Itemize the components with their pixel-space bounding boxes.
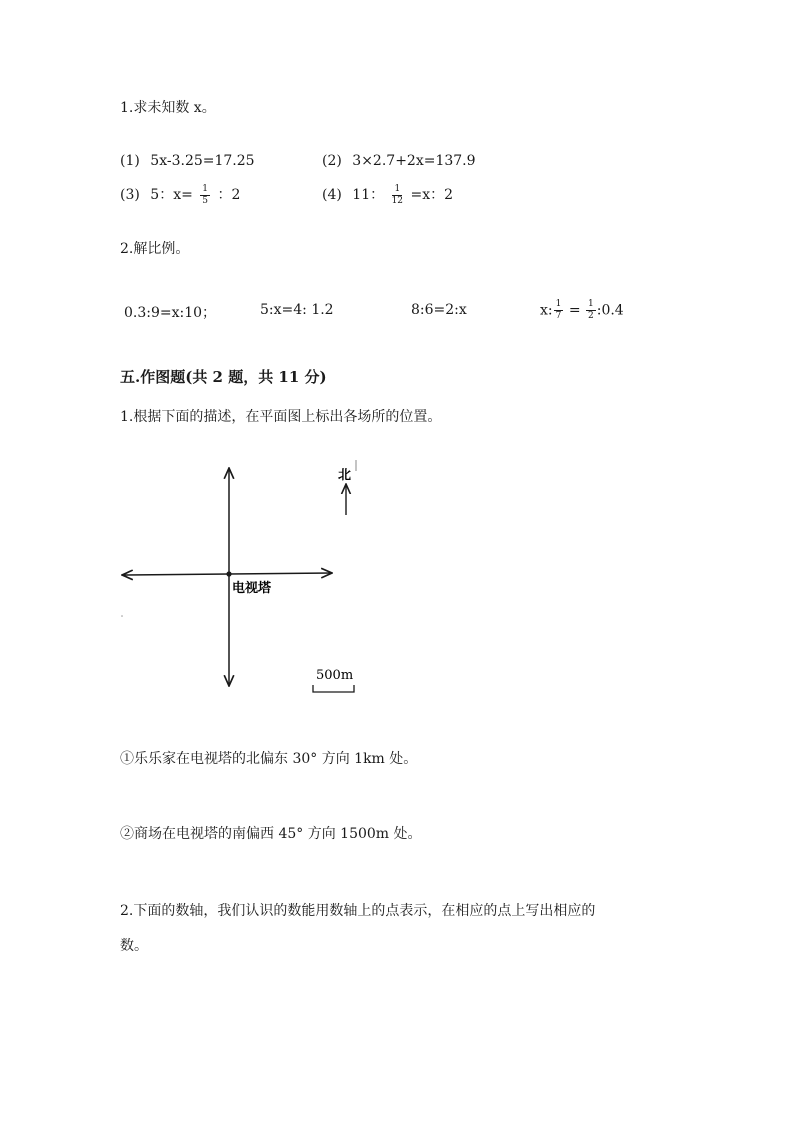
denominator: 7 (555, 311, 562, 321)
scale-label: 500m (316, 668, 354, 683)
s5-q1-title: 1.根据下面的描述，在平面图上标出各场所的位置。 (120, 409, 442, 425)
numerator: 1 (555, 299, 562, 309)
equation-part: :0.4 (596, 302, 624, 319)
s5-q1-item-2: ②商场在电视塔的南偏西 45° 方向 1500m 处。 (120, 826, 422, 842)
section-heading: 五.作图题(共 2 题，共 11 分) (120, 368, 327, 386)
item-label: (1) (120, 153, 140, 169)
equation-part: ：2 (217, 187, 241, 203)
q2-item-3: 8:6=2:x (411, 302, 467, 318)
numerator: 1 (202, 183, 209, 194)
numerator: 1 (394, 183, 401, 194)
q2-item-2: 5:x=4: 1.2 (260, 302, 334, 318)
item-label: (4) (322, 187, 342, 203)
item-label: (3) (120, 187, 140, 203)
denominator: 2 (588, 311, 594, 321)
equation-part: 11： (352, 187, 385, 203)
equation-part: 5：x= (150, 187, 193, 203)
equation-part: = (568, 302, 581, 319)
tv-tower-point (226, 571, 231, 576)
equation: 3×2.7+2x=137.9 (352, 153, 476, 169)
numerator: 1 (588, 299, 594, 309)
equation-part: x: (540, 302, 553, 319)
equation-part: =x：2 (410, 187, 454, 203)
denominator: 5 (202, 195, 209, 206)
q1-title: 1.求未知数 x。 (120, 100, 216, 116)
s5-q1-item-1: ①乐乐家在电视塔的北偏东 30° 方向 1km 处。 (120, 751, 418, 767)
q2-title: 2.解比例。 (120, 241, 190, 257)
q2-item-1: 0.3:9=x:10； (124, 305, 217, 321)
north-label: 北 (338, 468, 352, 483)
scan-speck (121, 615, 123, 617)
item-label: (2) (322, 153, 342, 169)
s5-q2-line-2: 数。 (120, 938, 148, 954)
equation: 5x-3.25=17.25 (150, 153, 255, 169)
tv-tower-label: 电视塔 (232, 581, 272, 596)
s5-q2-line-1: 2.下面的数轴，我们认识的数能用数轴上的点表示，在相应的点上写出相应的 (120, 903, 596, 919)
denominator: 12 (391, 195, 404, 206)
scale-bar (313, 685, 354, 692)
